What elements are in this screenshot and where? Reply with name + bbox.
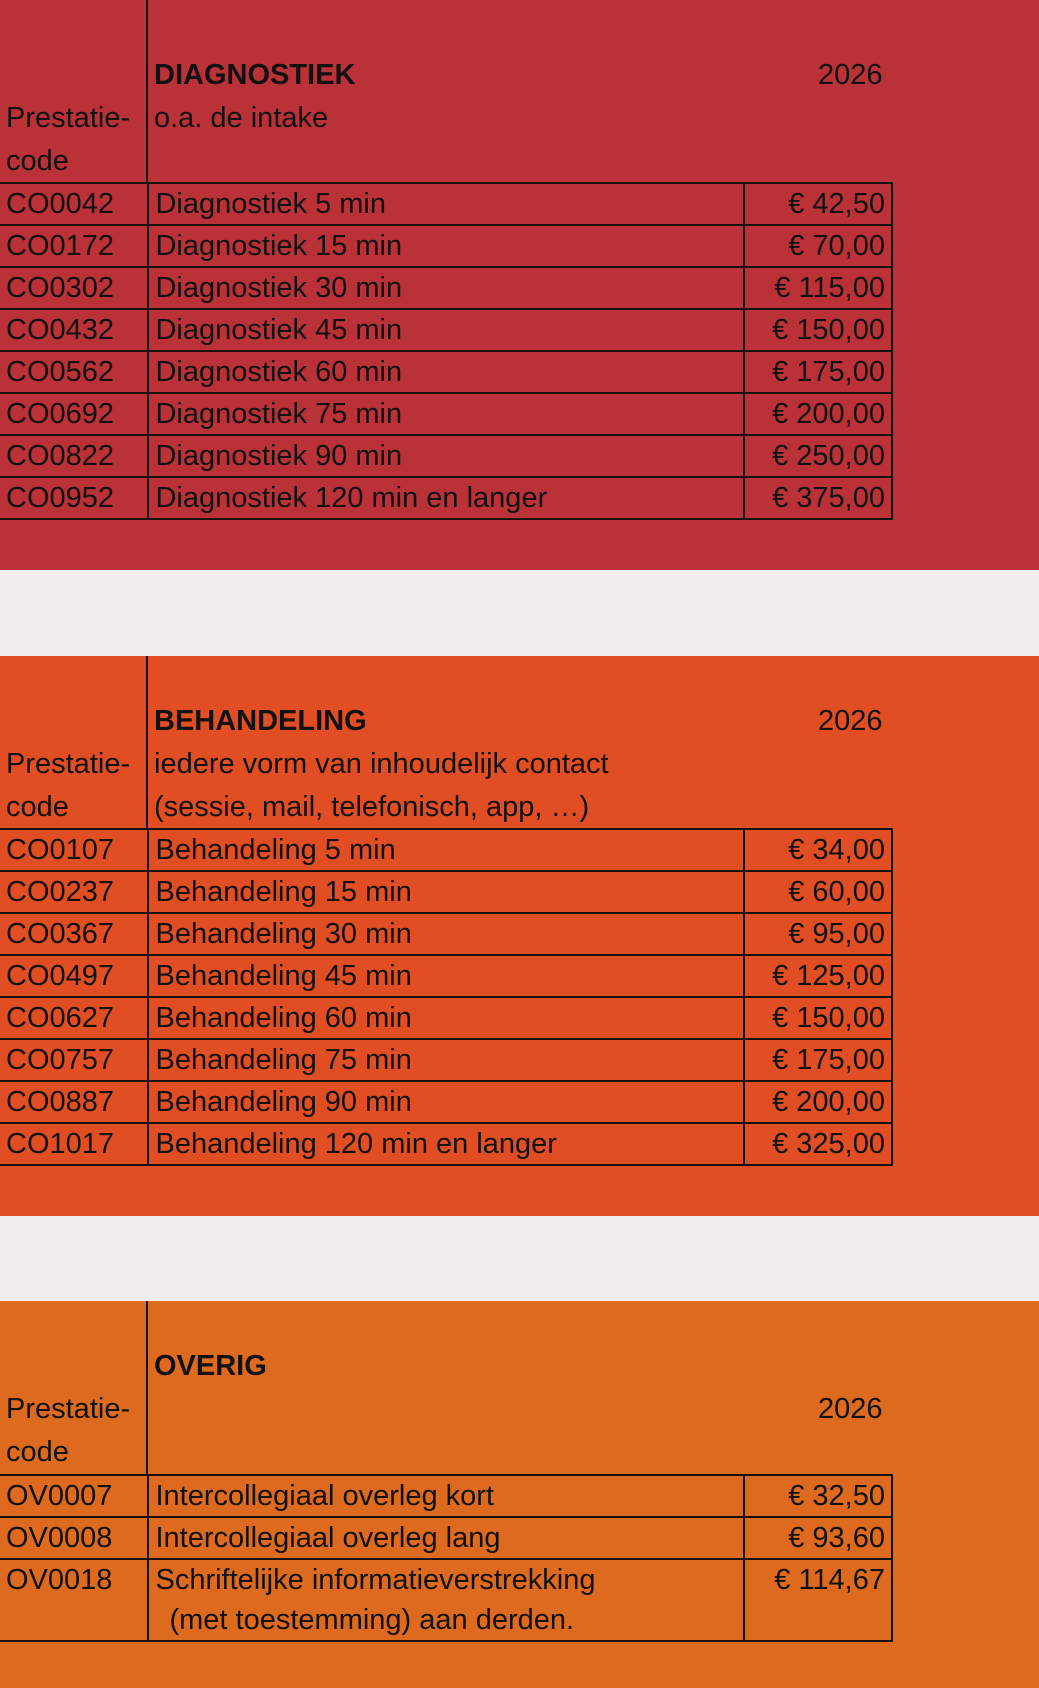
table-row (0, 351, 892, 393)
row-description: Diagnostiek 15 min (148, 225, 744, 267)
table-row (0, 829, 892, 871)
row-description: Behandeling 75 min (148, 1039, 744, 1081)
table-row (0, 913, 892, 955)
row-description: Behandeling 90 min (148, 1081, 744, 1123)
column-divider (146, 656, 148, 828)
row-price: € 60,00 (744, 871, 892, 913)
row-description: Behandeling 30 min (148, 913, 744, 955)
section-subtitle-line2: (sessie, mail, telefonisch, app, …) (154, 791, 590, 823)
row-code: CO0822 (0, 435, 148, 477)
row-price: € 200,00 (744, 393, 892, 435)
row-price: € 70,00 (744, 225, 892, 267)
section-diagnostiek (0, 0, 1039, 570)
section-year: 2026 (818, 59, 883, 91)
table-row (0, 1559, 892, 1641)
row-price: € 150,00 (744, 309, 892, 351)
section-overig (0, 1301, 1039, 1688)
row-price: € 42,50 (744, 183, 892, 225)
price-table-diagnostiek (0, 182, 893, 520)
row-description-line1: Schriftelijke informatieverstrekking (155, 1564, 596, 1596)
table-row (0, 477, 892, 519)
row-description-line2: (met toestemming) aan derden. (169, 1604, 575, 1636)
row-code: CO0042 (0, 183, 148, 225)
row-description: Diagnostiek 90 min (148, 435, 744, 477)
column-divider (146, 1301, 148, 1474)
row-code: CO0692 (0, 393, 148, 435)
table-row (0, 997, 892, 1039)
row-description: Diagnostiek 30 min (148, 267, 744, 309)
row-description: Intercollegiaal overleg kort (148, 1475, 744, 1517)
row-description: Intercollegiaal overleg lang (148, 1517, 744, 1559)
row-code: OV0008 (0, 1517, 148, 1559)
section-subtitle: o.a. de intake (154, 102, 329, 134)
table-row (0, 1123, 892, 1165)
table-row (0, 435, 892, 477)
row-description: Behandeling 45 min (148, 955, 744, 997)
code-header-line2: code (6, 791, 69, 823)
row-code: OV0007 (0, 1475, 148, 1517)
row-price: € 375,00 (744, 477, 892, 519)
row-price: € 125,00 (744, 955, 892, 997)
row-description: Diagnostiek 5 min (148, 183, 744, 225)
row-price: € 93,60 (744, 1517, 892, 1559)
section-title: BEHANDELING (154, 705, 367, 737)
table-row (0, 225, 892, 267)
code-header-line1: Prestatie- (6, 102, 131, 134)
row-description (148, 1559, 744, 1641)
row-description: Diagnostiek 45 min (148, 309, 744, 351)
table-row (0, 267, 892, 309)
row-code: CO0302 (0, 267, 148, 309)
price-table-overig (0, 1474, 893, 1642)
section-behandeling (0, 656, 1039, 1216)
row-price: € 115,00 (744, 267, 892, 309)
row-code: CO0497 (0, 955, 148, 997)
column-divider (146, 0, 148, 182)
row-description: Behandeling 120 min en langer (148, 1123, 744, 1165)
row-code: CO0562 (0, 351, 148, 393)
code-header-line2: code (6, 1436, 69, 1468)
row-code: CO1017 (0, 1123, 148, 1165)
row-price: € 34,00 (744, 829, 892, 871)
section-subtitle: iedere vorm van inhoudelijk contact (154, 748, 609, 780)
row-price: € 175,00 (744, 351, 892, 393)
row-description: Behandeling 60 min (148, 997, 744, 1039)
table-row (0, 183, 892, 225)
row-price: € 95,00 (744, 913, 892, 955)
row-description: Diagnostiek 120 min en langer (148, 477, 744, 519)
row-price: € 150,00 (744, 997, 892, 1039)
table-row (0, 871, 892, 913)
row-description: Diagnostiek 75 min (148, 393, 744, 435)
section-title: DIAGNOSTIEK (154, 59, 356, 91)
code-header-line1: Prestatie- (6, 748, 131, 780)
row-price: € 200,00 (744, 1081, 892, 1123)
table-row (0, 1039, 892, 1081)
row-code: CO0757 (0, 1039, 148, 1081)
row-code: CO0627 (0, 997, 148, 1039)
section-year: 2026 (818, 705, 883, 737)
table-row (0, 393, 892, 435)
row-code: CO0107 (0, 829, 148, 871)
row-price: € 32,50 (744, 1475, 892, 1517)
row-code: CO0887 (0, 1081, 148, 1123)
code-header-line2: code (6, 145, 69, 177)
section-year: 2026 (818, 1393, 883, 1425)
section-title: OVERIG (154, 1350, 267, 1382)
row-description: Behandeling 5 min (148, 829, 744, 871)
row-code: CO0172 (0, 225, 148, 267)
row-code: CO0952 (0, 477, 148, 519)
row-code: OV0018 (0, 1559, 148, 1641)
table-row (0, 955, 892, 997)
code-header-line1: Prestatie- (6, 1393, 131, 1425)
row-description: Diagnostiek 60 min (148, 351, 744, 393)
row-price: € 175,00 (744, 1039, 892, 1081)
row-price: € 250,00 (744, 435, 892, 477)
table-row (0, 309, 892, 351)
table-row (0, 1081, 892, 1123)
row-code: CO0237 (0, 871, 148, 913)
row-description: Behandeling 15 min (148, 871, 744, 913)
table-row (0, 1517, 892, 1559)
row-price: € 114,67 (744, 1559, 892, 1641)
row-code: CO0432 (0, 309, 148, 351)
row-code: CO0367 (0, 913, 148, 955)
row-price: € 325,00 (744, 1123, 892, 1165)
price-table-behandeling (0, 828, 893, 1166)
table-row (0, 1475, 892, 1517)
